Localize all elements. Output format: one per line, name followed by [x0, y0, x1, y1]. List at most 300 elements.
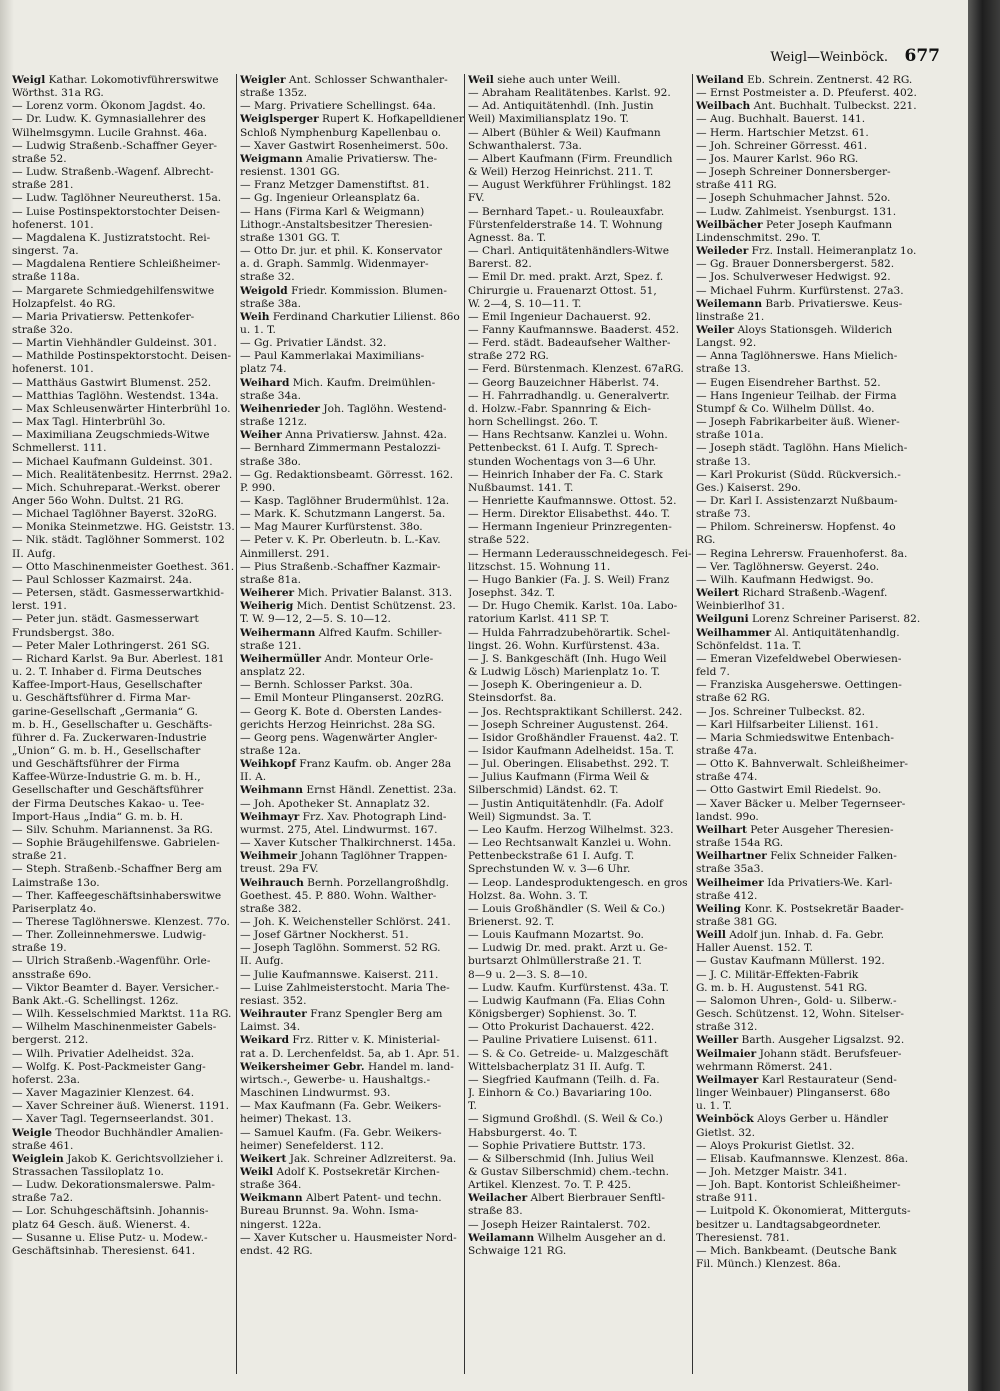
directory-entry — [12, 758, 236, 771]
entry-text: der Firma Deutsches Kakao- u. Tee- — [12, 797, 205, 810]
entry-text: — Dr. Ludw. K. Gymnasiallehrer des — [12, 113, 206, 126]
directory-entry — [696, 758, 920, 771]
entry-text: — J. C. Militär-Effekten-Fabrik — [696, 968, 859, 981]
directory-entry — [240, 955, 464, 968]
entry-text: — Gg. Ingenieur Orleansplatz 6a. — [240, 192, 420, 205]
entry-text: und Geschäftsführer der Firma — [12, 758, 180, 771]
entry-text: — Maria Privatiersw. Pettenkofer- — [12, 310, 195, 323]
entry-text: Schwaige 121 RG. — [468, 1244, 567, 1257]
entry-text: straße 381 GG. — [696, 916, 778, 928]
directory-entry — [12, 403, 236, 416]
entry-text: — Michael Kaufmann Guldeinst. 301. — [12, 455, 213, 468]
directory-entry — [696, 1034, 920, 1047]
directory-entry — [468, 574, 692, 587]
column-rule — [692, 74, 693, 1374]
directory-entry — [468, 87, 692, 100]
entry-text: Pariserplatz 4o. — [12, 902, 97, 915]
entry-text: Kaffee-Würze-Industrie G. m. b. H., — [12, 771, 201, 784]
entry-text: Ernst Händl. Zenettist. 23a. — [302, 784, 457, 797]
entry-text: II. A. — [240, 771, 267, 784]
entry-text: Ferdinand Charkutier Lilienst. 86o — [269, 310, 460, 323]
directory-entry — [696, 1074, 920, 1087]
surname-heading: Weih — [240, 310, 270, 323]
entry-text: — Charl. Antiquitätenhändlers-Witwe — [468, 245, 670, 258]
directory-entry — [240, 127, 464, 140]
entry-text: wurmst. 275, Atel. Lindwurmst. 167. — [240, 823, 438, 836]
directory-entry — [240, 442, 464, 455]
entry-text: — Abraham Realitätenbes. Karlst. 92. — [468, 87, 671, 100]
entry-text: gerichts Herzog Heinrichst. 28a SG. — [240, 718, 436, 731]
directory-entry — [468, 903, 692, 916]
entry-text: — August Werkführer Frühlingst. 182 — [468, 179, 672, 192]
directory-entry — [696, 745, 920, 758]
directory-entry — [468, 995, 692, 1008]
directory-entry — [12, 719, 236, 732]
directory-entry — [240, 337, 464, 350]
directory-entry — [468, 627, 692, 640]
directory-entry — [12, 1127, 236, 1140]
directory-entry — [240, 929, 464, 942]
directory-entry — [468, 613, 692, 626]
entry-text: Franz Spengler Berg am — [306, 1008, 443, 1021]
entry-text: u. 1. T. — [696, 1100, 732, 1113]
directory-entry — [12, 837, 236, 850]
directory-entry — [12, 508, 236, 521]
entry-text: Rupert K. Hofkapelldiener — [318, 113, 464, 126]
directory-entry — [468, 206, 692, 219]
directory-entry — [468, 929, 692, 942]
surname-heading: Weiland — [696, 74, 744, 86]
entry-text: — Hermann Ingenieur Prinzregenten- — [468, 521, 672, 534]
directory-entry — [12, 192, 236, 205]
directory-entry — [696, 219, 920, 232]
entry-text: lerst. 191. — [12, 600, 67, 613]
surname-heading: Weikert — [240, 1152, 287, 1165]
entry-text: Weinbierlhof 31. — [696, 600, 785, 613]
entry-text: Joh. Taglöhn. Westend- — [320, 402, 447, 415]
directory-entry — [696, 258, 920, 271]
directory-entry — [696, 1245, 920, 1258]
directory-entry — [240, 613, 464, 626]
entry-text: Chirurgie u. Frauenarzt Ottost. 51, — [468, 284, 657, 297]
surname-heading: Weikmann — [240, 1192, 303, 1205]
directory-entry — [696, 811, 920, 824]
directory-entry — [240, 219, 464, 232]
entry-text: — Georg pens. Wagenwärter Angler- — [240, 731, 438, 744]
entry-text: straße 121z. — [240, 416, 307, 429]
directory-entry — [696, 877, 920, 890]
surname-heading: Weilemann — [696, 297, 763, 310]
entry-text: — S. & Co. Getreide- u. Malzgeschäft — [468, 1047, 669, 1060]
entry-text: Strassachen Tassiloplatz 1o. — [12, 1165, 164, 1178]
surname-heading: Weilbach — [696, 100, 751, 113]
directory-entry — [468, 140, 692, 153]
directory-entry — [468, 942, 692, 955]
directory-entry — [468, 456, 692, 469]
directory-entry — [696, 903, 920, 916]
directory-entry — [468, 719, 692, 732]
entry-text: — Magdalena K. Justizratstocht. Rei- — [12, 231, 211, 244]
entry-text: Holzst. 8a. Wohn. 3. T. — [468, 889, 589, 902]
directory-entry — [12, 1008, 236, 1021]
directory-entry — [696, 613, 920, 626]
directory-entry — [240, 1021, 464, 1034]
directory-entry — [696, 1100, 920, 1113]
entry-text: II. Aufg. — [12, 547, 56, 560]
entry-text: P. 990. — [240, 481, 276, 494]
entry-text: — Ludwig Kaufmann (Fa. Elias Cohn — [468, 994, 666, 1007]
entry-text: Steinsdorfst. 8a. — [468, 692, 557, 705]
entry-text: — Joseph Schreiner Augustenst. 264. — [468, 718, 669, 731]
directory-entry — [240, 521, 464, 534]
entry-text: Amalie Privatiersw. The- — [302, 152, 438, 165]
entry-text: — Otto Dr. jur. et phil. K. Konservator — [240, 245, 443, 258]
directory-entry — [240, 982, 464, 995]
surname-heading: Weiher — [240, 429, 282, 442]
entry-text: Kathar. Lokomotivführerswitwe — [45, 74, 219, 86]
entry-text: — Jos. Schreiner Tulbeckst. 82. — [696, 705, 865, 718]
entry-text: — Xaver Magazinier Klenzest. 64. — [12, 1087, 195, 1100]
directory-entry — [696, 679, 920, 692]
directory-column-3 — [468, 74, 692, 1374]
entry-text: — Steph. Straßenb.-Schaffner Berg am — [12, 863, 222, 876]
directory-entry — [468, 758, 692, 771]
directory-entry — [696, 285, 920, 298]
directory-entry — [468, 1100, 692, 1113]
entry-text: Fürstenfelderstraße 14. T. Wohnung — [468, 218, 663, 231]
directory-entry — [696, 600, 920, 613]
entry-text: straße 522. — [468, 534, 530, 547]
directory-entry — [12, 587, 236, 600]
directory-entry — [240, 561, 464, 574]
directory-entry — [12, 363, 236, 376]
entry-text: Aloys Stationsgeh. Wilderich — [734, 323, 893, 336]
entry-text: Handel m. land- — [364, 1060, 454, 1073]
entry-text: Eb. Schrein. Zentnerst. 42 RG. — [743, 74, 913, 86]
entry-text: — Regina Lehrersw. Frauenhoferst. 8a. — [696, 547, 908, 560]
directory-entry — [12, 1205, 236, 1218]
entry-text: garine-Gesellschaft „Germania“ G. — [12, 705, 198, 718]
entry-text: — Hans Ingenieur Teilhab. der Firma — [696, 389, 897, 402]
directory-entry — [12, 1034, 236, 1047]
directory-entry — [696, 495, 920, 508]
entry-text: J. Einhorn & Co.) Bavariaring 10o. — [468, 1087, 653, 1100]
directory-column-1 — [12, 74, 236, 1374]
entry-text: Silberschmid) Ländst. 62. T. — [468, 784, 619, 797]
directory-entry — [696, 390, 920, 403]
directory-entry — [240, 732, 464, 745]
directory-entry — [240, 1127, 464, 1140]
entry-text: litzschst. 15. Wohnung 11. — [468, 560, 611, 573]
entry-text: — Georg K. Bote d. Obersten Landes- — [240, 705, 442, 718]
directory-entry — [240, 140, 464, 153]
directory-entry — [240, 285, 464, 298]
directory-entry — [12, 74, 236, 87]
directory-entry — [468, 916, 692, 929]
entry-text: Wittelsbacherplatz 31 II. Aufg. T. — [468, 1060, 646, 1073]
entry-text: — J. S. Bankgeschäft (Inh. Hugo Weil — [468, 652, 667, 665]
entry-text: Josephst. 34z. T. — [468, 587, 556, 600]
entry-text: straße 121. — [240, 639, 302, 652]
directory-entry — [468, 600, 692, 613]
entry-text: Wörthst. 31a RG. — [12, 87, 104, 100]
entry-text: Franz Kaufm. ob. Anger 28a — [295, 758, 452, 771]
surname-heading: Weigler — [240, 74, 286, 86]
entry-text: Haller Auenst. 152. T. — [696, 942, 813, 955]
entry-text: — & Silberschmid (Inh. Julius Weil — [468, 1152, 654, 1165]
directory-entry — [240, 179, 464, 192]
column-rule — [464, 74, 465, 1374]
entry-text: — Albert Kaufmann (Firm. Freundlich — [468, 152, 673, 165]
entry-text: — Joseph Fabrikarbeiter äuß. Wiener- — [696, 416, 900, 429]
entry-text: — Viktor Beamter d. Bayer. Versicher.- — [12, 981, 219, 994]
entry-text: Peter Ausgeher Theresien- — [746, 823, 894, 836]
entry-text: wehrmann Römerst. 241. — [696, 1060, 833, 1073]
directory-entry — [696, 337, 920, 350]
directory-entry — [12, 1219, 236, 1232]
entry-text: — Otto Gastwirt Emil Riedelst. 9o. — [696, 784, 882, 797]
directory-entry — [696, 74, 920, 87]
entry-text: — Otto Maschinenmeister Goethest. 361. — [12, 560, 235, 573]
directory-entry — [12, 745, 236, 758]
directory-entry — [468, 521, 692, 534]
entry-text: Frundsbergst. 38o. — [12, 626, 115, 639]
entry-text: straße 474. — [696, 771, 758, 784]
entry-text: — Xaver Gastwirt Rosenheimerst. 50o. — [240, 139, 449, 152]
directory-entry — [240, 1192, 464, 1205]
entry-text: Anger 56o Wohn. Dultst. 21 RG. — [12, 495, 184, 507]
directory-entry — [696, 429, 920, 442]
surname-heading: Weilhammer — [696, 626, 772, 639]
surname-heading: Weikard — [240, 1034, 289, 1047]
entry-text: straße 81a. — [240, 573, 301, 586]
directory-entry — [240, 271, 464, 284]
directory-entry — [696, 377, 920, 390]
entry-text: platz 64 Gesch. äuß. Wienerst. 4. — [12, 1218, 191, 1231]
entry-text: u. Geschäftsführer d. Firma Mar- — [12, 692, 191, 705]
entry-text: resienst. 1301 GG. — [240, 166, 340, 179]
directory-entry — [12, 232, 236, 245]
entry-text: — Josef Gärtner Nockherst. 51. — [240, 929, 409, 942]
surname-heading: Weiglsperger — [240, 113, 319, 126]
directory-entry — [468, 1205, 692, 1218]
directory-entry — [240, 850, 464, 863]
entry-text: — Joseph Schreiner Donnersberger- — [696, 166, 891, 179]
entry-text: Holzapfelst. 4o RG. — [12, 297, 116, 310]
entry-text: — Samuel Kaufm. (Fa. Gebr. Weikers- — [240, 1126, 442, 1139]
entry-text: — Xaver Kutscher Thalkirchnerst. 145a. — [240, 837, 456, 850]
entry-text: straße 62 RG. — [696, 692, 771, 705]
directory-entry — [468, 298, 692, 311]
directory-entry — [468, 1048, 692, 1061]
entry-text: bergerst. 212. — [12, 1034, 89, 1047]
entry-text: — Ludw. Zahlmeist. Ysenburgst. 131. — [696, 205, 897, 218]
entry-text: — Gg. Brauer Donnersbergerst. 582. — [696, 258, 895, 271]
surname-heading: Weilhartner — [696, 850, 767, 863]
entry-text: resiast. 352. — [240, 994, 307, 1007]
surname-heading: Weiller — [696, 1034, 739, 1047]
entry-text: — Mich. Bankbeamt. (Deutsche Bank — [696, 1244, 897, 1257]
entry-text: straße 19. — [12, 942, 67, 955]
directory-entry — [12, 285, 236, 298]
directory-entry — [240, 429, 464, 442]
directory-entry — [240, 666, 464, 679]
surname-heading: Weilbächer — [696, 218, 763, 231]
entry-text: — Petersen, städt. Gasmesserwartkhid- — [12, 587, 224, 600]
entry-text: Mich. Dentist Schützenst. 23. — [293, 600, 456, 613]
directory-entry — [696, 456, 920, 469]
directory-entry — [240, 245, 464, 258]
entry-text: — Emil Ingenieur Dachauerst. 92. — [468, 310, 651, 323]
directory-entry — [240, 495, 464, 508]
entry-text: FV. — [468, 192, 485, 205]
entry-text: — Ferd. Bürstenmach. Klenzest. 67aRG. — [468, 363, 684, 376]
directory-entry — [696, 350, 920, 363]
entry-text: heimer) Senefelderst. 112. — [240, 1139, 384, 1152]
entry-text: — Isidor Kaufmann Adelheidst. 15a. T. — [468, 744, 675, 757]
directory-entry — [696, 969, 920, 982]
entry-text: — Jos. Rechtspraktikant Schillerst. 242. — [468, 705, 683, 718]
directory-entry — [240, 206, 464, 219]
entry-text: — Bernh. Schlosser Parkst. 30a. — [240, 679, 413, 692]
page-number: 677 — [904, 46, 940, 66]
surname-heading: Weilhart — [696, 823, 747, 836]
entry-text: besitzer u. Landtagsabgeordneter. — [696, 1218, 881, 1231]
entry-text: — Ernst Postmeister a. D. Pfeuferst. 402. — [696, 87, 917, 100]
directory-entry — [240, 627, 464, 640]
surname-heading: Weilmaier — [696, 1047, 757, 1060]
directory-entry — [240, 692, 464, 705]
directory-entry — [12, 495, 236, 508]
directory-entry — [240, 324, 464, 337]
entry-text: — Silv. Schuhm. Mariannenst. 3a RG. — [12, 823, 213, 836]
directory-entry — [12, 1087, 236, 1100]
entry-text: linger Weinbauer) Plinganserst. 68o — [696, 1087, 891, 1100]
directory-entry — [696, 298, 920, 311]
directory-entry — [12, 1074, 236, 1087]
directory-entry — [240, 600, 464, 613]
entry-text: — Max Schleusenwärter Hinterbrühl 1o. — [12, 402, 231, 415]
entry-text: straße 47a. — [696, 744, 757, 757]
directory-entry — [12, 179, 236, 192]
entry-text: — Leo Rechtsanwalt Kanzlei u. Wohn. — [468, 837, 672, 850]
directory-entry — [468, 863, 692, 876]
directory-entry — [240, 548, 464, 561]
directory-entry — [468, 1127, 692, 1140]
entry-text: Anna Privatiersw. Jahnst. 42a. — [281, 429, 447, 442]
entry-text: — Ferd. städt. Badeaufseher Walther- — [468, 337, 671, 350]
directory-entry — [12, 1048, 236, 1061]
entry-text: — Mark. K. Schutzmann Langerst. 5a. — [240, 508, 446, 521]
entry-text: straße 38a. — [240, 297, 301, 310]
surname-heading: Weihkopf — [240, 758, 296, 771]
entry-text: — Dr. Karl I. Assistenzarzt Nußbaum- — [696, 495, 898, 507]
surname-heading: Weikersheimer Gebr. — [240, 1060, 365, 1073]
directory-entry — [12, 653, 236, 666]
entry-text: Frz. Xav. Photograph Lind- — [299, 810, 447, 823]
directory-entry — [240, 1166, 464, 1179]
entry-text: heimer) Thekast. 13. — [240, 1113, 352, 1126]
directory-entry — [696, 232, 920, 245]
entry-text: — Julius Kaufmann (Firma Weil & — [468, 771, 650, 784]
entry-text: straße 13. — [696, 455, 751, 468]
directory-entry — [12, 969, 236, 982]
directory-entry — [468, 1140, 692, 1153]
directory-entry — [240, 469, 464, 482]
entry-text: — Hans (Firma Karl & Weigmann) — [240, 205, 425, 218]
entry-text: Ant. Schlosser Schwanthaler- — [285, 74, 448, 86]
directory-entry — [696, 206, 920, 219]
entry-text: wirtsch.-, Gewerbe- u. Haushaltgs.- — [240, 1073, 431, 1086]
entry-text: Maschinen Lindwurmst. 93. — [240, 1087, 391, 1100]
directory-column-2 — [240, 74, 464, 1374]
entry-text: Laimst. 34. — [240, 1021, 301, 1034]
entry-text: Barb. Privatierswe. Keus- — [762, 297, 903, 310]
entry-text: burtsarzt Ohlmüllerstraße 21. T. — [468, 955, 642, 968]
entry-text: Adolf jun. Inhab. d. Fa. Gebr. — [725, 929, 885, 942]
entry-text: straße 461. — [12, 1139, 74, 1152]
surname-heading: Weigmann — [240, 152, 303, 165]
entry-text: straße 412. — [696, 889, 758, 902]
entry-text: Fil. Münch.) Klenzest. 86a. — [696, 1258, 841, 1271]
directory-entry — [468, 153, 692, 166]
directory-entry — [696, 1008, 920, 1021]
entry-text: Al. Antiquitätenhandlg. — [771, 626, 900, 639]
entry-text: u. 2. T. Inhaber d. Firma Deutsches — [12, 666, 202, 679]
directory-entry — [12, 955, 236, 968]
directory-entry — [12, 166, 236, 179]
entry-text: Peter Joseph Kaufmann — [762, 218, 893, 231]
entry-text: Andr. Monteur Orle- — [321, 652, 434, 665]
entry-text: u. 1. T. — [240, 323, 276, 336]
entry-text: — Joh. Apotheker St. Annaplatz 32. — [240, 797, 430, 810]
entry-text: — Maximiliana Zeugschmieds-Witwe — [12, 429, 210, 442]
directory-entry — [696, 1113, 920, 1126]
directory-entry — [240, 377, 464, 390]
entry-text: Albert Patent- und techn. — [302, 1192, 442, 1205]
directory-entry — [696, 1153, 920, 1166]
entry-text: führer d. Fa. Zuckerwaren-Industrie — [12, 731, 207, 744]
directory-entry — [468, 271, 692, 284]
directory-entry — [696, 574, 920, 587]
entry-text: & Gustav Silberschmid) chem.-techn. — [468, 1165, 669, 1178]
directory-entry — [240, 232, 464, 245]
directory-entry — [240, 100, 464, 113]
directory-entry — [468, 1166, 692, 1179]
directory-entry — [12, 561, 236, 574]
entry-text: straße 32. — [240, 271, 295, 284]
directory-entry — [240, 508, 464, 521]
directory-entry — [468, 1008, 692, 1021]
entry-text: — Karl Hilfsarbeiter Lilienst. 161. — [696, 718, 879, 731]
directory-entry — [468, 798, 692, 811]
entry-text: Sprechstunden W. v. 3—6 Uhr. — [468, 863, 631, 876]
directory-entry — [240, 363, 464, 376]
entry-text: — Hans Rechtsanw. Kanzlei u. Wohn. — [468, 429, 668, 442]
directory-entry — [240, 258, 464, 271]
surname-heading: Weill — [696, 929, 726, 942]
directory-entry — [240, 1008, 464, 1021]
entry-text: straße 13. — [696, 363, 751, 376]
entry-text: Johann Taglöhner Trappen- — [297, 850, 448, 863]
entry-text: — Philom. Schreinersw. Hopfenst. 4o — [696, 521, 896, 534]
entry-text: straße 101a. — [696, 429, 764, 442]
entry-text: Frz. Ritter v. K. Ministerial- — [289, 1034, 440, 1047]
directory-entry — [12, 390, 236, 403]
entry-text: — Joseph Taglöhn. Sommerst. 52 RG. — [240, 942, 441, 955]
directory-entry — [12, 903, 236, 916]
entry-text: Weil) Maximiliansplatz 19o. T. — [468, 113, 629, 126]
